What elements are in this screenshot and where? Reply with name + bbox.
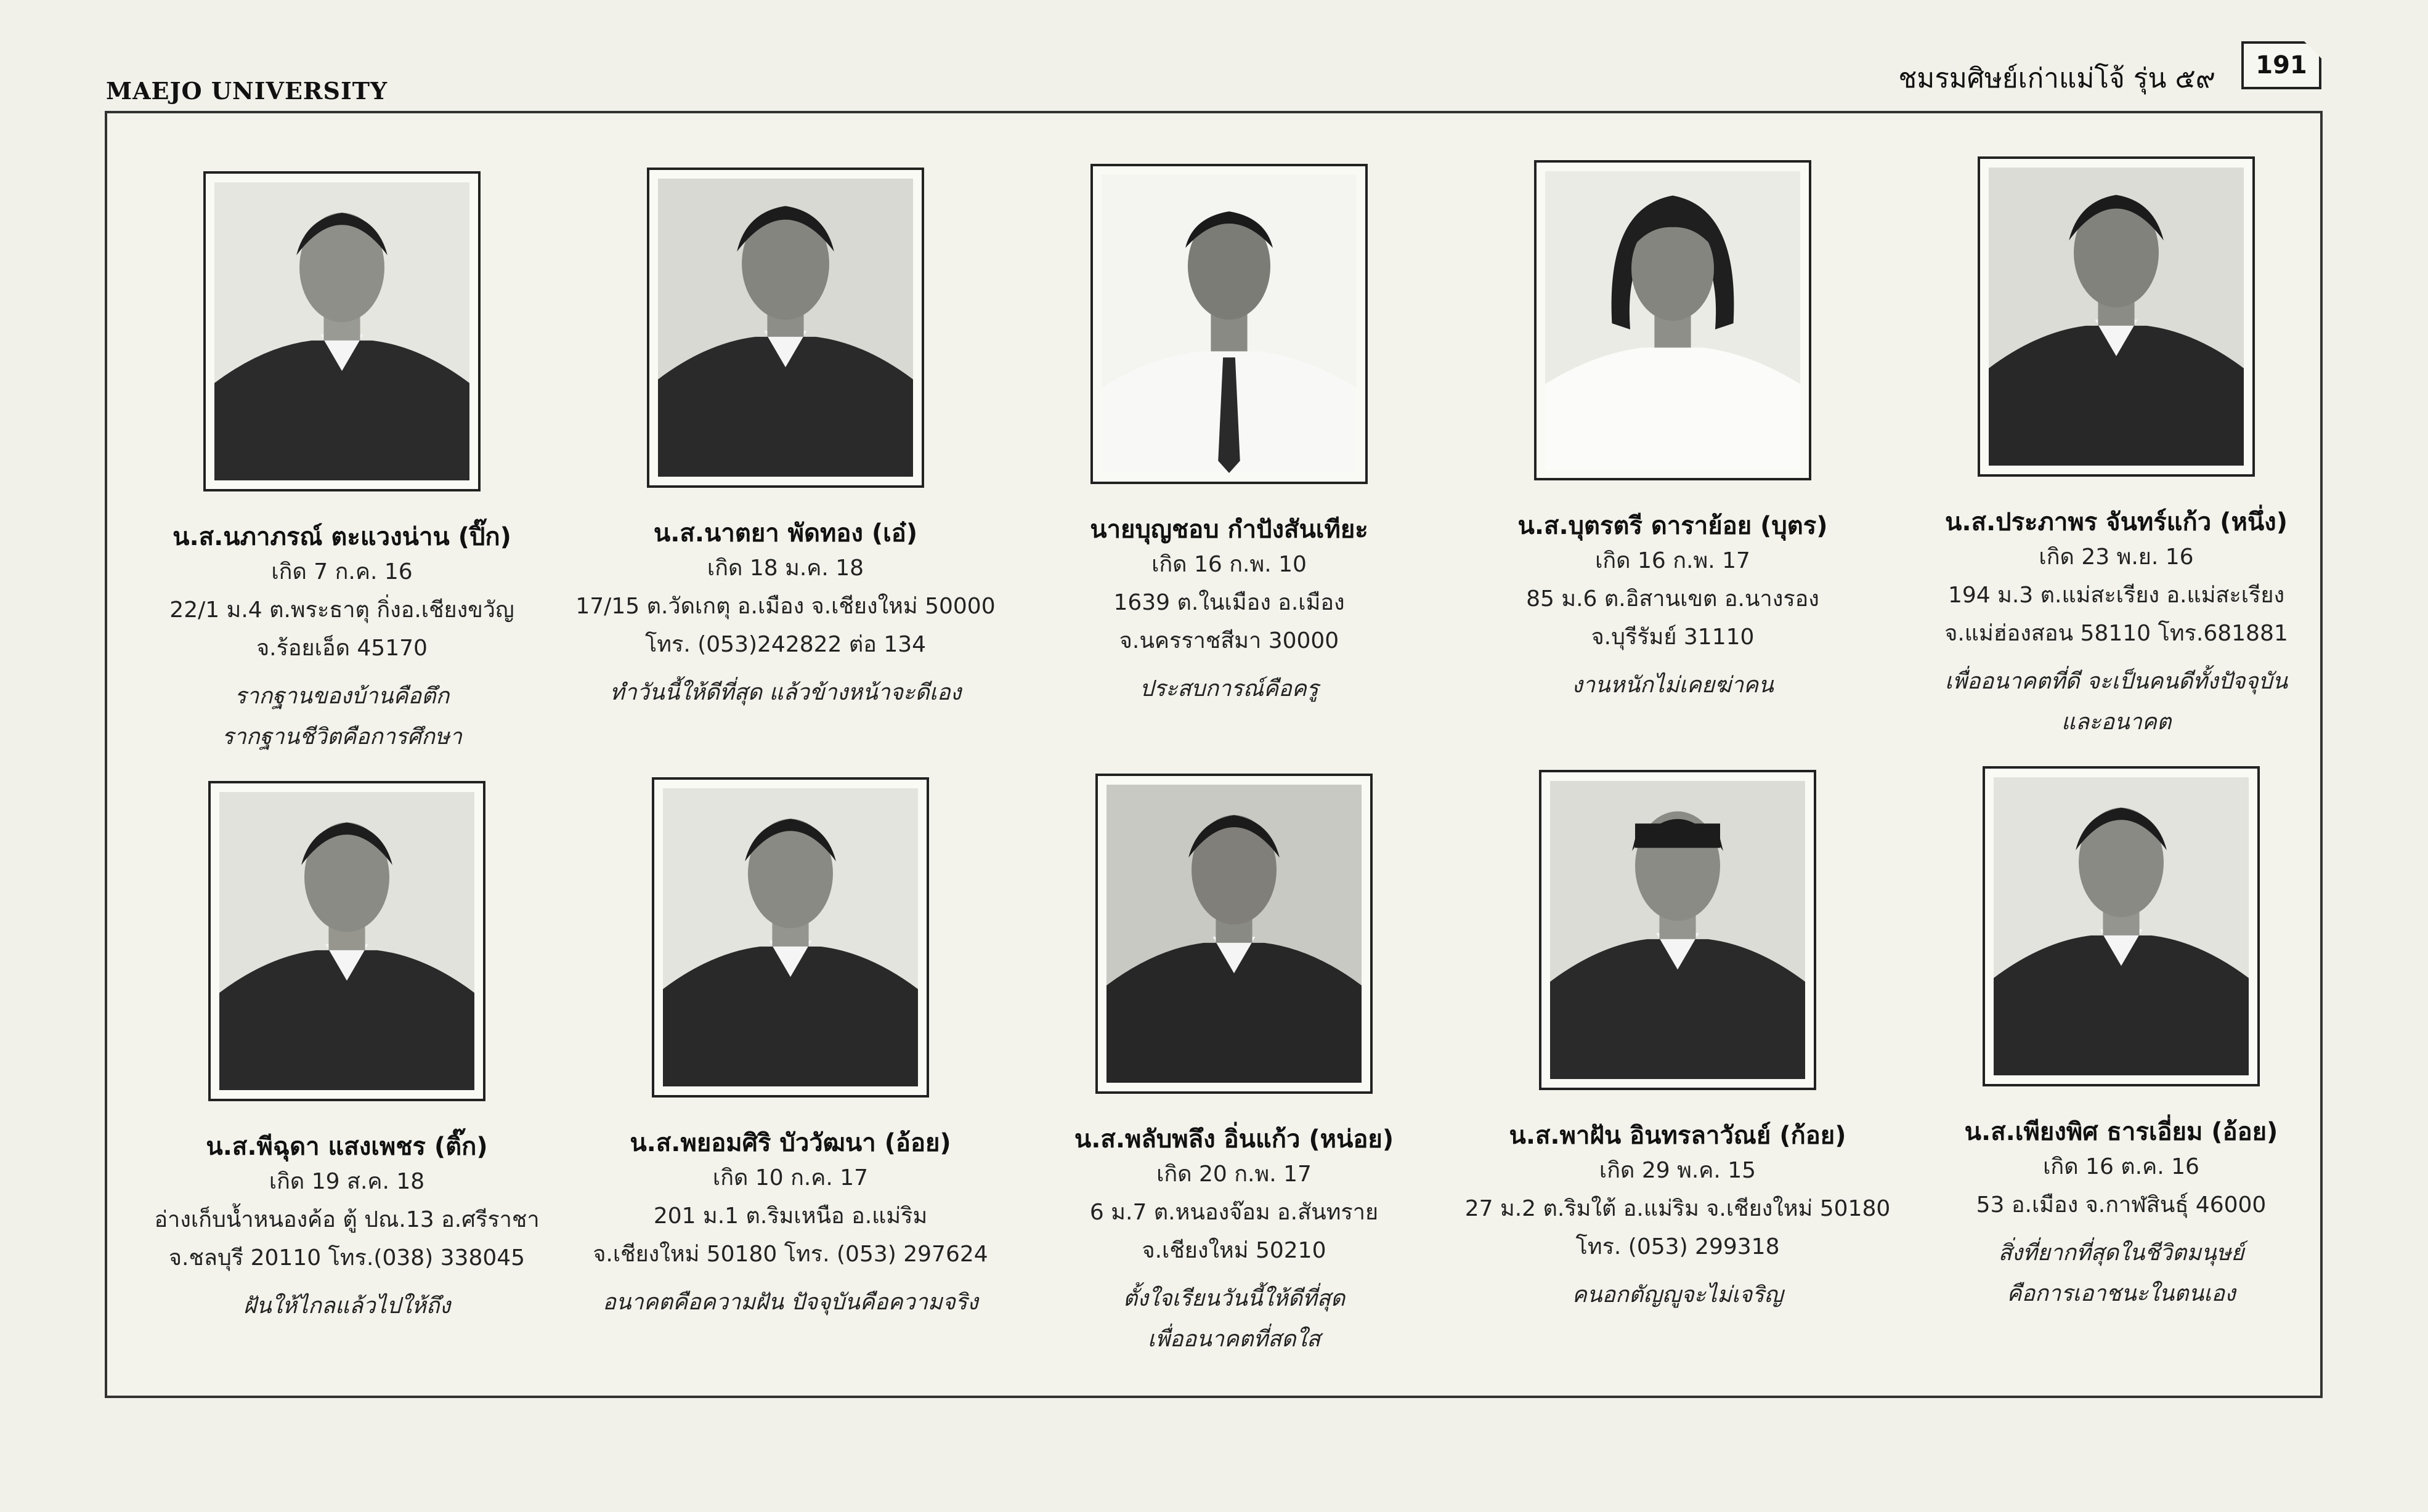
info-line: 53 อ.เมือง จ.กาฬสินธุ์ 46000: [1976, 1192, 2267, 1218]
profile-card: [125, 781, 569, 1327]
info-line: 17/15 ต.วัดเกตุ อ.เมือง จ.เชียงใหม่ 50000: [575, 594, 996, 619]
motto-line: รากฐานของบ้านคือตึก: [234, 684, 450, 709]
profile-card: [569, 777, 1012, 1323]
header-alumni-title: ชมรมศิษย์เก่าแม่โจ้ รุ่น ๕๙: [1898, 63, 2215, 94]
motto: [1899, 1233, 2343, 1314]
portrait-image: [1545, 171, 1800, 469]
motto-line: สิ่งที่ยากที่สุดในชีวิตมนุษย์: [1998, 1240, 2244, 1266]
portrait-photo: [1978, 156, 2255, 477]
profile-card: [1456, 770, 1899, 1316]
info-line: อ่างเก็บน้ำหนองค้อ ตู้ ปณ.13 อ.ศรีราชา: [154, 1207, 540, 1232]
motto: [120, 676, 564, 758]
portrait-photo: [1534, 160, 1811, 480]
portrait-image: [214, 182, 469, 480]
info-line: 22/1 ม.4 ต.พระธาตุ กิ่งอ.เชียงขวัญ: [169, 597, 514, 623]
info-line: 194 ม.3 ต.แม่สะเรียง อ.แม่สะเรียง: [1947, 583, 2285, 608]
profile-card: [564, 168, 1007, 713]
person-name: น.ส.นภาภรณ์ ตะแวงน่าน (ปิ๊ก): [173, 523, 511, 551]
person-name: น.ส.นาตยา พัดทอง (เอ๋): [653, 519, 918, 548]
profile-card: [120, 171, 564, 758]
info-line: 27 ม.2 ต.ริมใต้ อ.แม่ริม จ.เชียงใหม่ 50180: [1464, 1196, 1891, 1221]
motto-line: อนาคตคือความฝัน ปัจจุบันคือความจริง: [603, 1290, 978, 1315]
portrait-photo: [1539, 770, 1816, 1090]
portrait-image: [1102, 175, 1357, 473]
info-line: เกิด 16 ต.ค. 16: [2043, 1154, 2199, 1179]
info-line: เกิด 23 พ.ย. 16: [2039, 544, 2194, 570]
portrait-photo: [1095, 774, 1373, 1094]
info-line: จ.ชลบุรี 20110 โทร.(038) 338045: [168, 1245, 526, 1271]
motto: [1451, 665, 1894, 706]
info-line: 201 ม.1 ต.ริมเหนือ อ.แม่ริม: [653, 1203, 928, 1229]
motto-line: ทำวันนี้ให้ดีที่สุด แล้วข้างหน้าจะดีเอง: [609, 680, 962, 705]
motto-line: และอนาคต: [2061, 710, 2172, 735]
info-line: 1639 ต.ในเมือง อ.เมือง: [1113, 590, 1345, 615]
portrait-image: [658, 179, 913, 477]
motto-line: เพื่ออนาคตที่สดใส: [1147, 1327, 1321, 1352]
motto: [125, 1286, 569, 1327]
motto: [1012, 1279, 1456, 1360]
info-line: โทร. (053) 299318: [1575, 1234, 1780, 1259]
motto-line: คือการเอาชนะในตนเอง: [2007, 1281, 2236, 1306]
motto-line: ตั้งใจเรียนวันนี้ให้ดีที่สุด: [1123, 1286, 1346, 1311]
motto: [1894, 661, 2338, 743]
person-name: นายบุญชอบ กำปังสันเทียะ: [1090, 515, 1368, 544]
portrait-image: [219, 792, 474, 1090]
portrait-image: [1994, 777, 2249, 1075]
info-line: โทร. (053)242822 ต่อ 134: [644, 632, 927, 657]
portrait-photo: [208, 781, 485, 1101]
motto-line: คนอกตัญญูจะไม่เจริญ: [1572, 1282, 1784, 1308]
person-name: น.ส.พลับพลึง อิ่นแก้ว (หน่อย): [1074, 1125, 1394, 1154]
profile-card: [1451, 160, 1894, 706]
profile-card: [1007, 164, 1451, 710]
person-name: น.ส.ประภาพร จันทร์แก้ว (หนึ่ง): [1945, 508, 2288, 536]
header-university: MAEJO UNIVERSITY: [106, 77, 388, 105]
person-name: น.ส.พีฉุดา แสงเพชร (ติ๊ก): [206, 1133, 488, 1161]
info-line: เกิด 18 ม.ค. 18: [707, 556, 864, 581]
motto-line: เพื่ออนาคตที่ดี จะเป็นคนดีทั้งปัจจุบัน: [1944, 669, 2288, 694]
portrait-photo: [647, 168, 924, 488]
info-line: จ.บุรีรัมย์ 31110: [1591, 625, 1755, 650]
motto-line: ฝันให้ไกลแล้วไปให้ถึง: [243, 1293, 451, 1319]
info-line: 85 ม.6 ต.อิสานเขต อ.นางรอง: [1526, 586, 1819, 612]
info-line: เกิด 7 ก.ค. 16: [271, 559, 413, 584]
motto: [1007, 669, 1451, 710]
motto-line: ประสบการณ์คือครู: [1139, 676, 1319, 701]
page-number-text: 191: [2255, 51, 2307, 79]
portrait-photo: [652, 777, 929, 1098]
portrait-image: [663, 788, 918, 1086]
person-name: น.ส.เพียงพิศ ธารเอี่ยม (อ้อย): [1964, 1118, 2278, 1146]
motto: [569, 1282, 1012, 1323]
info-line: เกิด 10 ก.ค. 17: [712, 1165, 869, 1191]
info-line: เกิด 29 พ.ค. 15: [1599, 1158, 1756, 1183]
info-line: เกิด 20 ก.พ. 17: [1156, 1162, 1312, 1187]
motto: [1456, 1275, 1899, 1316]
info-line: จ.ร้อยเอ็ด 45170: [256, 636, 428, 661]
motto-line: งานหนักไม่เคยฆ่าคน: [1572, 673, 1774, 698]
motto-line: รากฐานชีวิตคือการศึกษา: [222, 724, 462, 750]
motto: [564, 673, 1007, 713]
profile-card: [1899, 766, 2343, 1314]
info-line: จ.แม่ฮ่องสอน 58110 โทร.681881: [1944, 621, 2288, 646]
page-number: [2241, 41, 2321, 89]
info-line: 6 ม.7 ต.หนองจ๊อม อ.สันทราย: [1089, 1200, 1379, 1225]
info-line: เกิด 19 ส.ค. 18: [269, 1169, 425, 1194]
info-line: เกิด 16 ก.พ. 10: [1151, 552, 1307, 577]
person-name: น.ส.บุตรตรี ดาราย้อย (บุตร): [1517, 512, 1828, 540]
portrait-image: [1550, 781, 1805, 1079]
person-name: น.ส.พยอมศิริ บัววัฒนา (อ้อย): [630, 1129, 951, 1157]
portrait-image: [1106, 785, 1362, 1083]
info-line: เกิด 16 ก.พ. 17: [1595, 548, 1750, 573]
info-line: จ.นครราชสีมา 30000: [1119, 628, 1339, 653]
portrait-photo: [1983, 766, 2260, 1086]
portrait-photo: [1090, 164, 1368, 484]
profile-card: [1012, 774, 1456, 1360]
info-line: จ.เชียงใหม่ 50210: [1142, 1238, 1326, 1263]
person-name: น.ส.พาฝัน อินทรลาวัณย์ (ก้อย): [1509, 1122, 1846, 1150]
portrait-photo: [203, 171, 481, 491]
profile-card: [1894, 156, 2338, 743]
info-line: จ.เชียงใหม่ 50180 โทร. (053) 297624: [593, 1242, 988, 1267]
portrait-image: [1989, 168, 2244, 466]
